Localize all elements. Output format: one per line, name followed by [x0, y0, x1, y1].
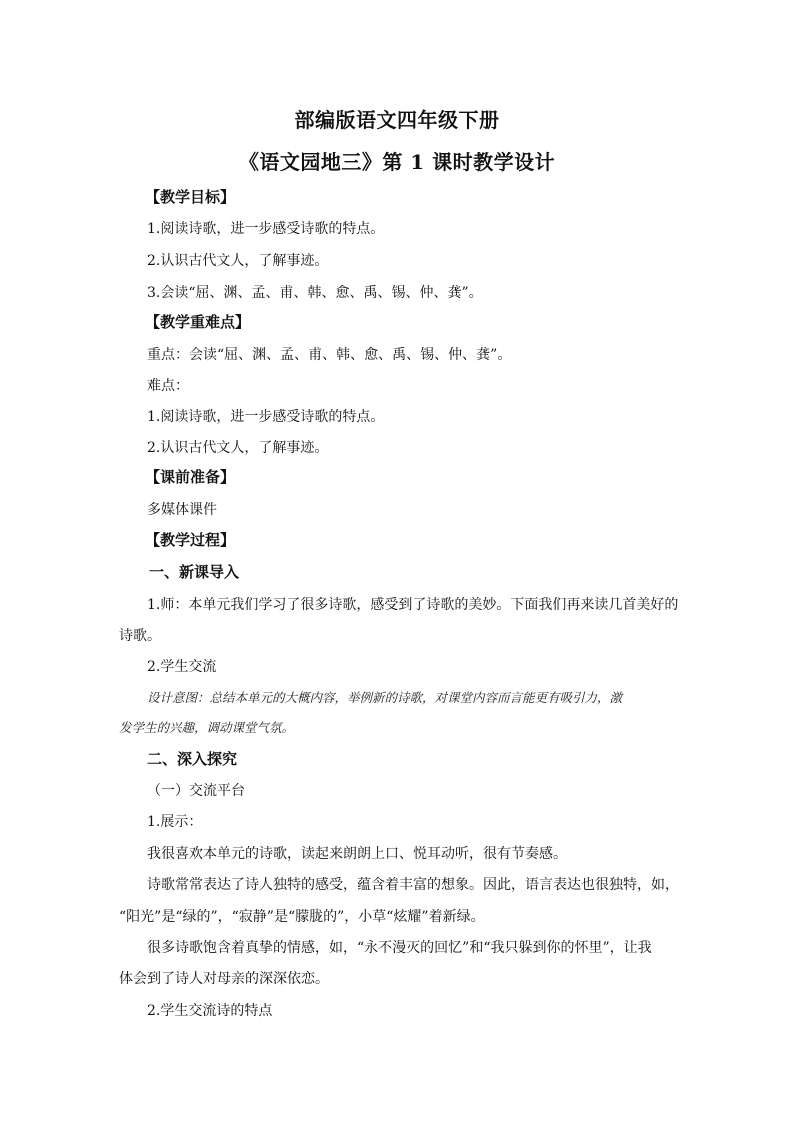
part1-paragraph-line: 1.师：本单元我们学习了很多诗歌，感受到了诗歌的美妙。下面我们再来读几首美好的 — [147, 597, 679, 613]
part2-paragraph-line: 诗歌常常表达了诗人独特的感受，蕴含着丰富的想象。因此，语言表达也很独特，如， — [147, 877, 679, 893]
goals-heading: 【教学目标】 — [145, 188, 236, 206]
part2-heading: 二、深入探究 — [147, 750, 238, 768]
key-point-text: 重点：会读“屈、渊、孟、甫、韩、愈、禹、锡、仲、龚”。 — [147, 347, 512, 363]
part1-paragraph-line: 诗歌。 — [119, 628, 161, 644]
key-points-heading: 【教学重难点】 — [145, 313, 251, 331]
goal-item: 2.认识古代文人，了解事迹。 — [147, 253, 329, 269]
difficult-label: 难点： — [147, 378, 189, 394]
document-title-line1: 部编版语文四年级下册 — [294, 108, 500, 132]
goal-item: 1.阅读诗歌，进一步感受诗歌的特点。 — [147, 221, 385, 237]
difficult-item: 1.阅读诗歌，进一步感受诗歌的特点。 — [147, 409, 385, 425]
part2-paragraph-line: 很多诗歌饱含着真挚的情感，如，“永不漫灭的回忆”和“我只躲到你的怀里”，让我 — [147, 940, 652, 956]
part1-item: 2.学生交流 — [147, 659, 217, 675]
design-intent-line: 设计意图：总结本单元的大概内容，举例新的诗歌，对课堂内容而言能更有吸引力，激 — [147, 690, 623, 705]
difficult-item: 2.认识古代文人，了解事迹。 — [147, 440, 329, 456]
document-title-line2: 《语文园地三》第 1 课时教学设计 — [238, 150, 556, 174]
goal-item: 3.会读“屈、渊、孟、甫、韩、愈、禹、锡、仲、龚”。 — [147, 285, 483, 301]
design-intent-line: 发学生的兴趣，调动课堂气氛。 — [119, 720, 295, 735]
part2-item: 1.展示： — [147, 814, 203, 830]
process-heading: 【教学过程】 — [145, 531, 236, 549]
part2-item: 2.学生交流诗的特点 — [147, 1003, 273, 1019]
part2-paragraph-line: 我很喜欢本单元的诗歌，读起来朗朗上口、悦耳动听，很有节奏感。 — [147, 846, 567, 862]
prep-heading: 【课前准备】 — [145, 468, 236, 486]
prep-text: 多媒体课件 — [147, 502, 217, 518]
part2-subheading: （一）交流平台 — [147, 783, 245, 799]
part2-paragraph-line: “阳光”是“绿的”，“寂静”是“朦胧的”，小草“炫耀”着新绿。 — [119, 909, 485, 925]
part2-paragraph-line: 体会到了诗人对母亲的深深依恋。 — [119, 971, 329, 987]
part1-heading: 一、新课导入 — [149, 563, 240, 581]
